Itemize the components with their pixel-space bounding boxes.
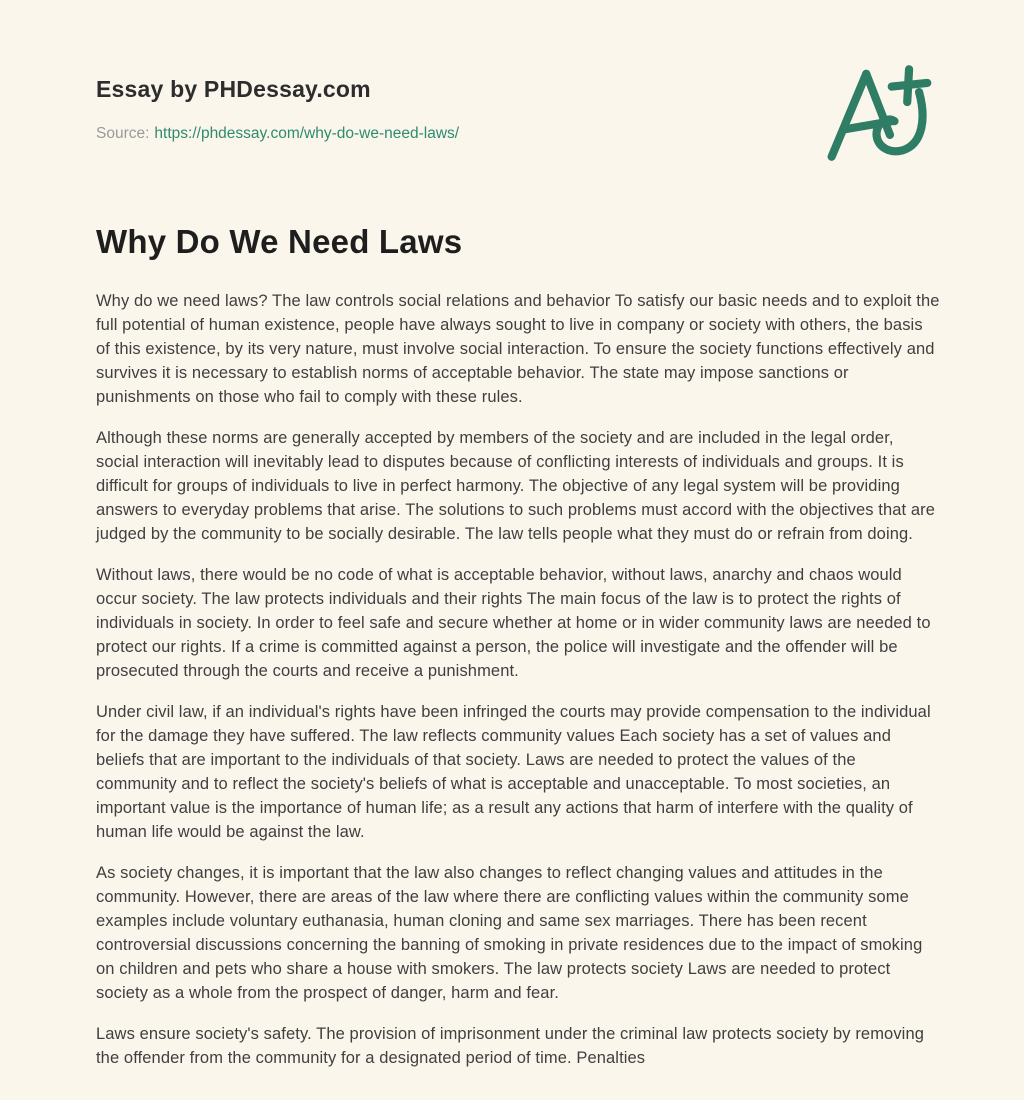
essay-body bbox=[96, 289, 940, 1070]
page-title: Why Do We Need Laws bbox=[96, 223, 463, 260]
page-header bbox=[96, 0, 940, 143]
essay-paragraph: Under civil law, if an individual's rights have been infringed the courts may provide compensation to the individual for the damage they have suffered. The law reflects community values Each society has a set of values and beliefs that are important to the individuals of that society. Laws are needed to protect the values of the community and to reflect the society's beliefs of what is acceptable and unacceptable. To most societies, an important value is the importance of human life; as a result any actions that harm of interfere with the quality of human life would be against the law. bbox=[96, 703, 931, 841]
essay-paragraph: Why do we need laws? The law controls social relations and behavior To satisfy our basic needs and to exploit the full potential of human existence, people have always sought to live in company or society with others, the basis of this existence, by its very nature, must involve social interaction. To ensure the society functions effectively and survives it is necessary to establish norms of acceptable behavior. The state may impose sanctions or punishments on those who fail to comply with these rules. bbox=[96, 292, 940, 406]
content-column bbox=[96, 0, 940, 1087]
source-link[interactable]: https://phdessay.com/why-do-we-need-laws/ bbox=[154, 125, 460, 142]
essay-paragraph: Although these norms are generally accepted by members of the society and are included in the legal order, social interaction will inevitably lead to disputes because of conflicting interests of individuals and groups. It is difficult for groups of individuals to live in perfect harmony. The objective of any legal system will be providing answers to everyday problems that arise. The solutions to such problems must accord with the objectives that are judged by the community to be socially desirable. The law tells people what they must do or refrain from doing. bbox=[96, 429, 936, 543]
byline: Essay by PHDessay.com bbox=[96, 76, 371, 102]
source-line bbox=[96, 125, 940, 143]
essay-paragraph: Laws ensure society's safety. The provision of imprisonment under the criminal law protects society by removing the offender from the community for a designated period of time. Penalties bbox=[96, 1025, 924, 1067]
a-plus-logo-icon bbox=[818, 62, 940, 164]
essay-paragraph: As society changes, it is important that the law also changes to reflect changing values and attitudes in the community. However, there are areas of the law where there are conflicting values within the community some examples include voluntary euthanasia, human cloning and same sex marriages. There has been recent controversial discussions concerning the banning of smoking in private residences due to the impact of smoking on children and pets who share a house with smokers. The law protects society Laws are needed to protect society as a whole from the prospect of danger, harm and fear. bbox=[96, 864, 923, 1002]
source-label: Source: bbox=[96, 125, 150, 142]
essay-article bbox=[96, 223, 940, 1070]
essay-paragraph: Without laws, there would be no code of what is acceptable behavior, without laws, anarchy and chaos would occur society. The law protects individuals and their rights The main focus of the law is to protect the rights of individuals in society. In order to feel safe and secure whether at home or in wider community laws are needed to protect our rights. If a crime is committed against a person, the police will investigate and the offender will be prosecuted through the courts and receive a punishment. bbox=[96, 566, 931, 680]
